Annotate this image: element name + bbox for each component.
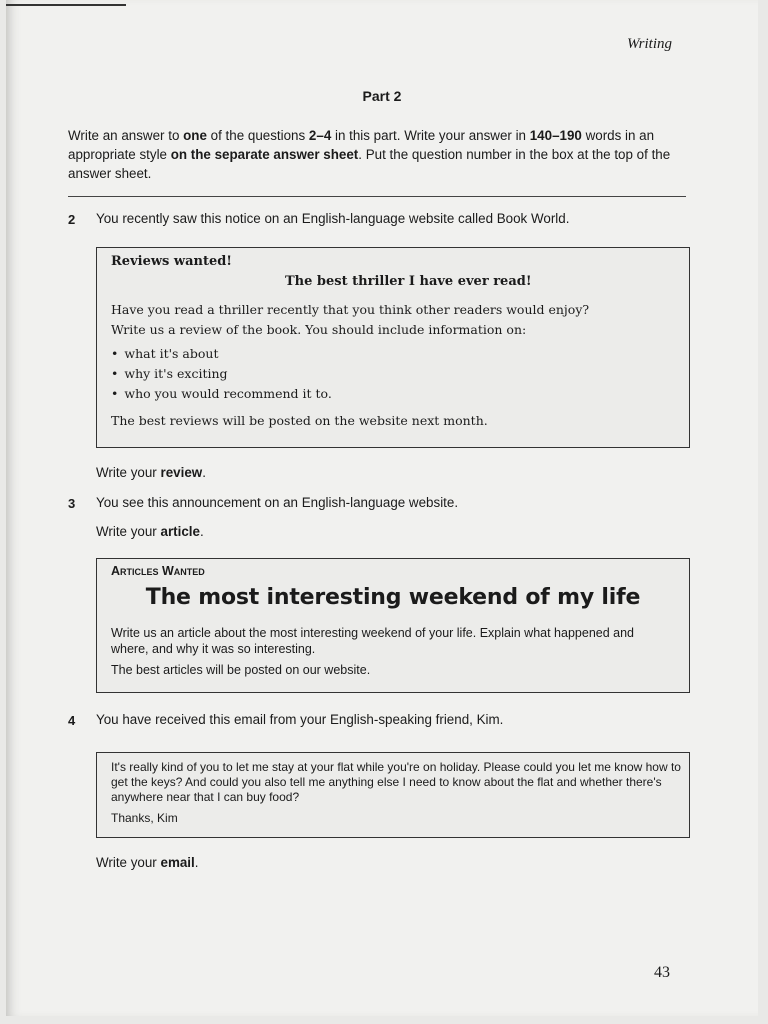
part-title: Part 2 <box>362 88 402 104</box>
question-4-number: 4 <box>68 713 76 728</box>
exam-page <box>6 0 758 1016</box>
announcement-closing: The best articles will be posted on our website. <box>111 663 371 677</box>
question-2-task: Write your review. <box>96 465 206 480</box>
notice-closing: The best reviews will be posted on the website next month. <box>111 413 488 428</box>
announcement-headline: The most interesting weekend of my life <box>145 585 641 610</box>
notice-line-1: Have you read a thriller recently that you think other readers would enjoy? <box>111 302 590 317</box>
question-2-intro: You recently saw this notice on an English-language website called Book World. <box>96 211 570 226</box>
page-number: 43 <box>654 964 670 981</box>
list-item: • what it's about <box>111 344 332 364</box>
notice-header: Reviews wanted! <box>111 254 233 269</box>
notice-paragraph <box>111 300 681 340</box>
question-3-intro: You see this announcement on an English-language website. <box>96 495 459 510</box>
question-4-task: Write your email. <box>96 855 199 870</box>
email-box <box>96 752 690 838</box>
question-2-number: 2 <box>68 212 76 227</box>
review-notice-box <box>96 247 690 448</box>
question-4-intro: You have received this email from your English-speaking friend, Kim. <box>96 712 504 727</box>
question-3-number: 3 <box>68 496 76 511</box>
part-instructions: Write an answer to one of the questions 2–4 in this part. Write your answer in 140–190 words in an appropriate style on the separate answer sheet. Put the question number in the box at the top of the answer sheet. <box>68 128 671 181</box>
email-body: It's really kind of you to let me stay at your flat while you're on holiday. Please could you let me know how to get the keys? And could you also tell me anything else I need to know about the flat and whether there's anywhere near that I can buy food? <box>111 760 681 804</box>
page-edge-line <box>6 4 126 6</box>
notice-line-2: Write us a review of the book. You should include information on: <box>111 322 527 337</box>
question-3-task: Write your article. <box>96 524 204 539</box>
section-header: Writing <box>626 36 672 52</box>
notice-subheader: The best thriller I have ever read! <box>285 274 532 289</box>
announcement-paragraph: Write us an article about the most interesting weekend of your life. Explain what happened and where, and why it was so interesting. <box>111 626 634 656</box>
article-announcement-box <box>96 558 690 693</box>
email-signoff: Thanks, Kim <box>111 811 178 825</box>
list-item: • why it's exciting <box>111 364 332 384</box>
notice-bullet-list <box>111 344 332 404</box>
divider <box>68 196 686 197</box>
announcement-header: Articles Wanted <box>111 564 205 578</box>
list-item: • who you would recommend it to. <box>111 384 332 404</box>
